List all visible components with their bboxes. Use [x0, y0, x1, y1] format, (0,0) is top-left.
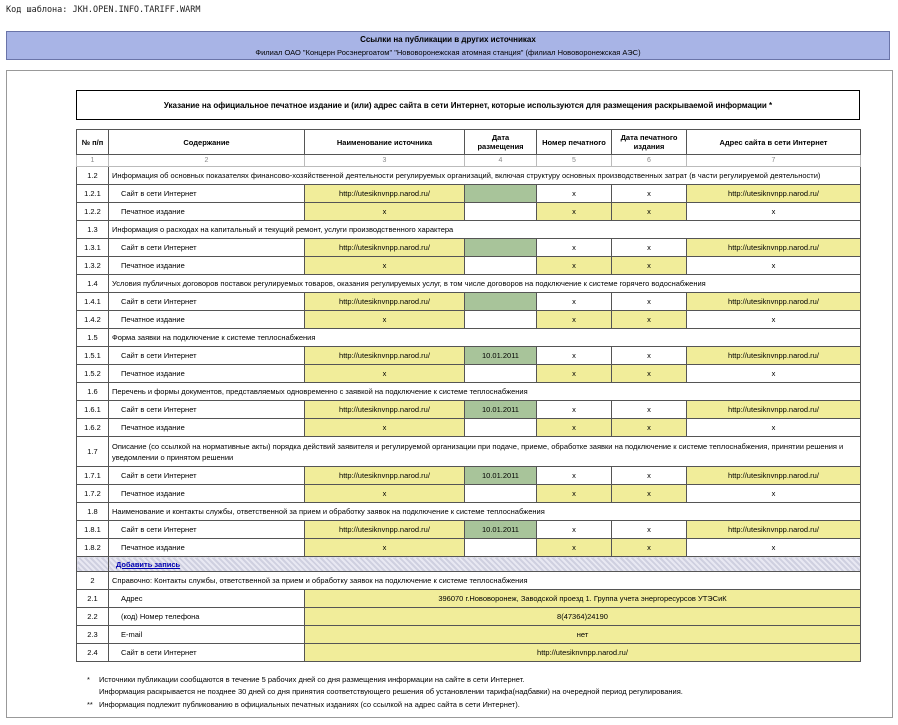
- row-number: 1.5.1: [77, 347, 109, 365]
- table-row: [77, 257, 861, 275]
- row-label: Сайт в сети Интернет: [109, 521, 305, 539]
- section-row: [77, 275, 861, 293]
- col-header-num: № п/п: [77, 130, 109, 155]
- print-date-cell: x: [612, 239, 687, 257]
- add-record-link[interactable]: Добавить запись: [116, 559, 181, 569]
- table-row: [77, 347, 861, 365]
- section-row: [77, 383, 861, 401]
- footnote-2-line: Информация подлежит публикованию в официальных печатных изданиях (со ссылкой на адрес сайта в сети Интернет).: [99, 700, 520, 709]
- print-date-cell[interactable]: x: [612, 365, 687, 383]
- site-cell: x: [687, 365, 861, 383]
- table-row: [77, 521, 861, 539]
- row-label: Печатное издание: [109, 311, 305, 329]
- col-header-print-number: Номер печатного: [537, 130, 612, 155]
- print-date-cell: x: [612, 185, 687, 203]
- col-number: 5: [537, 155, 612, 167]
- col-number: 7: [687, 155, 861, 167]
- col-header-print-date: Дата печатного издания: [612, 130, 687, 155]
- date-cell[interactable]: 10.01.2011: [465, 521, 537, 539]
- print-number-cell: x: [537, 293, 612, 311]
- table-row: [77, 185, 861, 203]
- source-cell[interactable]: x: [305, 257, 465, 275]
- footnote-2-mark: **: [87, 700, 93, 709]
- section-title: Описание (со ссылкой на нормативные акты) порядка действий заявителя и регулируемой организации при подаче, приеме, обработке заявки на подключение к системе теплоснабжения, принятии решения и уведомлении о принятом решении: [109, 437, 861, 467]
- print-date-cell: x: [612, 521, 687, 539]
- site-cell[interactable]: http://utesiknvnpp.narod.ru/: [687, 185, 861, 203]
- date-cell[interactable]: [465, 185, 537, 203]
- site-cell[interactable]: http://utesiknvnpp.narod.ru/: [687, 293, 861, 311]
- footnote-1-mark: *: [87, 675, 90, 684]
- date-cell: [465, 257, 537, 275]
- print-number-cell[interactable]: x: [537, 311, 612, 329]
- print-date-cell: x: [612, 467, 687, 485]
- print-number-cell[interactable]: x: [537, 419, 612, 437]
- row-number: 2.2: [77, 608, 109, 626]
- row-label: Печатное издание: [109, 257, 305, 275]
- section-number: 2: [77, 572, 109, 590]
- source-cell[interactable]: http://utesiknvnpp.narod.ru/: [305, 239, 465, 257]
- print-number-cell[interactable]: x: [537, 485, 612, 503]
- row-label: Печатное издание: [109, 419, 305, 437]
- source-cell[interactable]: x: [305, 311, 465, 329]
- address-field[interactable]: 396070 г.Нововоронеж, Заводской проезд 1. Группа учета энергоресурсов УТЭСиК: [305, 590, 861, 608]
- site-cell: x: [687, 257, 861, 275]
- table-row: [77, 467, 861, 485]
- section-number: 1.5: [77, 329, 109, 347]
- site-cell[interactable]: http://utesiknvnpp.narod.ru/: [687, 467, 861, 485]
- reference-row: [77, 644, 861, 662]
- print-number-cell: x: [537, 467, 612, 485]
- date-cell: [465, 485, 537, 503]
- row-number: 1.6.1: [77, 401, 109, 419]
- section-row: [77, 221, 861, 239]
- add-record-spacer: [77, 557, 109, 572]
- row-number: 1.2.1: [77, 185, 109, 203]
- section-title: Перечень и формы документов, представляемых одновременно с заявкой на подключение к системе теплоснабжения: [109, 383, 861, 401]
- row-number: 1.8.1: [77, 521, 109, 539]
- row-label: Печатное издание: [109, 485, 305, 503]
- site-cell: x: [687, 485, 861, 503]
- site-cell[interactable]: http://utesiknvnpp.narod.ru/: [687, 347, 861, 365]
- print-date-cell[interactable]: x: [612, 311, 687, 329]
- source-cell[interactable]: http://utesiknvnpp.narod.ru/: [305, 401, 465, 419]
- row-label: Сайт в сети Интернет: [109, 644, 305, 662]
- print-date-cell[interactable]: x: [612, 419, 687, 437]
- table-row: [77, 311, 861, 329]
- table-row: [77, 293, 861, 311]
- print-number-cell[interactable]: x: [537, 539, 612, 557]
- row-number: 1.6.2: [77, 419, 109, 437]
- row-number: 2.4: [77, 644, 109, 662]
- source-cell[interactable]: http://utesiknvnpp.narod.ru/: [305, 293, 465, 311]
- row-number: 1.4.2: [77, 311, 109, 329]
- row-label: Печатное издание: [109, 365, 305, 383]
- table-row: [77, 401, 861, 419]
- section-title: Форма заявки на подключение к системе теплоснабжения: [109, 329, 861, 347]
- table-row: [77, 485, 861, 503]
- site-cell: x: [687, 311, 861, 329]
- row-number: 1.3.1: [77, 239, 109, 257]
- row-number: 1.8.2: [77, 539, 109, 557]
- source-cell[interactable]: http://utesiknvnpp.narod.ru/: [305, 521, 465, 539]
- date-cell: [465, 539, 537, 557]
- section-number: 1.7: [77, 437, 109, 467]
- source-cell[interactable]: x: [305, 539, 465, 557]
- row-number: 1.7.2: [77, 485, 109, 503]
- date-cell: [465, 203, 537, 221]
- form-panel: [6, 70, 893, 718]
- site-cell[interactable]: http://utesiknvnpp.narod.ru/: [687, 401, 861, 419]
- print-date-cell[interactable]: x: [612, 257, 687, 275]
- section-row: [77, 329, 861, 347]
- banner-title: Ссылки на публикации в других источниках: [360, 35, 536, 44]
- section-row: [77, 167, 861, 185]
- row-number: 1.7.1: [77, 467, 109, 485]
- source-cell[interactable]: x: [305, 485, 465, 503]
- add-record-row: [77, 557, 861, 572]
- source-cell[interactable]: http://utesiknvnpp.narod.ru/: [305, 185, 465, 203]
- col-header-date: Дата размещения: [465, 130, 537, 155]
- column-number-row: [77, 155, 861, 167]
- reference-section-row: [77, 572, 861, 590]
- row-number: 2.1: [77, 590, 109, 608]
- section-number: 1.8: [77, 503, 109, 521]
- print-date-cell: x: [612, 293, 687, 311]
- footnote-1-line-1: Источники публикации сообщаются в течение 5 рабочих дней со дня размещения информации на сайте в сети Интернет.: [99, 675, 525, 684]
- email-field[interactable]: нет: [305, 626, 861, 644]
- print-date-cell[interactable]: x: [612, 539, 687, 557]
- publications-table: [76, 129, 861, 662]
- section-number: 1.6: [77, 383, 109, 401]
- print-number-cell: x: [537, 521, 612, 539]
- section-row: [77, 437, 861, 467]
- table-row: [77, 239, 861, 257]
- col-header-content: Содержание: [109, 130, 305, 155]
- col-number: 6: [612, 155, 687, 167]
- print-date-cell: x: [612, 401, 687, 419]
- print-number-cell[interactable]: x: [537, 257, 612, 275]
- reference-row: [77, 590, 861, 608]
- table-row: [77, 539, 861, 557]
- banner-subtitle: Филиал ОАО "Концерн Росэнергоатом" "Нововоронежская атомная станция" (филиал Нововоронежская АЭС): [255, 48, 641, 57]
- date-cell[interactable]: [465, 239, 537, 257]
- row-label: Сайт в сети Интернет: [109, 293, 305, 311]
- col-header-source: Наименование источника: [305, 130, 465, 155]
- date-cell: [465, 311, 537, 329]
- row-label: Печатное издание: [109, 539, 305, 557]
- row-label: Сайт в сети Интернет: [109, 239, 305, 257]
- col-number: 4: [465, 155, 537, 167]
- source-cell[interactable]: x: [305, 365, 465, 383]
- print-number-cell[interactable]: x: [537, 365, 612, 383]
- print-number-cell: x: [537, 401, 612, 419]
- section-title: Справочно: Контакты службы, ответственной за прием и обработку заявок на подключение к системе теплоснабжения: [109, 572, 861, 590]
- date-cell: [465, 365, 537, 383]
- col-number: 2: [109, 155, 305, 167]
- header-row: [77, 130, 861, 155]
- row-number: 1.4.1: [77, 293, 109, 311]
- row-label: Адрес: [109, 590, 305, 608]
- site-cell: x: [687, 539, 861, 557]
- section-title: Информация о расходах на капитальный и текущий ремонт, услуги производственного характера: [109, 221, 861, 239]
- row-label: Сайт в сети Интернет: [109, 347, 305, 365]
- row-label: Сайт в сети Интернет: [109, 185, 305, 203]
- section-number: 1.3: [77, 221, 109, 239]
- row-label: E-mail: [109, 626, 305, 644]
- print-date-cell[interactable]: x: [612, 203, 687, 221]
- print-number-cell[interactable]: x: [537, 203, 612, 221]
- row-label: Сайт в сети Интернет: [109, 467, 305, 485]
- site-cell[interactable]: http://utesiknvnpp.narod.ru/: [687, 239, 861, 257]
- source-cell[interactable]: x: [305, 203, 465, 221]
- print-number-cell: x: [537, 185, 612, 203]
- section-number: 1.4: [77, 275, 109, 293]
- notice-box: Указание на официальное печатное издание и (или) адрес сайта в сети Интернет, которые используются для размещения раскрываемой информации *: [76, 90, 860, 120]
- table-row: [77, 419, 861, 437]
- print-number-cell: x: [537, 347, 612, 365]
- site-cell: x: [687, 419, 861, 437]
- row-number: 1.5.2: [77, 365, 109, 383]
- section-title: Условия публичных договоров поставок регулируемых товаров, оказания регулируемых услуг, в том числе договоров на подключение к системе горячего водоснабжения: [109, 275, 861, 293]
- reference-row: [77, 626, 861, 644]
- title-banner: [6, 31, 890, 60]
- section-title: Наименование и контакты службы, ответственной за прием и обработку заявок на подключение к системе теплоснабжения: [109, 503, 861, 521]
- source-cell[interactable]: x: [305, 419, 465, 437]
- col-number: 3: [305, 155, 465, 167]
- date-cell[interactable]: 10.01.2011: [465, 467, 537, 485]
- date-cell: [465, 419, 537, 437]
- source-cell[interactable]: http://utesiknvnpp.narod.ru/: [305, 347, 465, 365]
- section-number: 1.2: [77, 167, 109, 185]
- print-number-cell: x: [537, 239, 612, 257]
- col-header-site: Адрес сайта в сети Интернет: [687, 130, 861, 155]
- date-cell[interactable]: 10.01.2011: [465, 347, 537, 365]
- row-label: Сайт в сети Интернет: [109, 401, 305, 419]
- site-cell: x: [687, 203, 861, 221]
- date-cell[interactable]: 10.01.2011: [465, 401, 537, 419]
- row-label: (код) Номер телефона: [109, 608, 305, 626]
- source-cell[interactable]: http://utesiknvnpp.narod.ru/: [305, 467, 465, 485]
- add-record-cell: [109, 557, 861, 572]
- footnote-1-line-2: Информация раскрывается не позднее 30 дней со дня принятия соответствующего решения об установлении тарифа(надбавки) на очередной период регулирования.: [99, 687, 683, 696]
- phone-field[interactable]: 8(47364)24190: [305, 608, 861, 626]
- row-number: 1.3.2: [77, 257, 109, 275]
- print-date-cell: x: [612, 347, 687, 365]
- section-row: [77, 503, 861, 521]
- row-number: 1.2.2: [77, 203, 109, 221]
- row-number: 2.3: [77, 626, 109, 644]
- site-cell[interactable]: http://utesiknvnpp.narod.ru/: [687, 521, 861, 539]
- table-row: [77, 203, 861, 221]
- table-row: [77, 365, 861, 383]
- row-label: Печатное издание: [109, 203, 305, 221]
- reference-row: [77, 608, 861, 626]
- col-number: 1: [77, 155, 109, 167]
- section-title: Информация об основных показателях финансово-хозяйственной деятельности регулируемых организаций, включая структуру основных производственных затрат (в части регулируемой деятельности): [109, 167, 861, 185]
- template-code: Код шаблона: JKH.OPEN.INFO.TARIFF.WARM: [6, 5, 201, 15]
- print-date-cell[interactable]: x: [612, 485, 687, 503]
- website-field[interactable]: http://utesiknvnpp.narod.ru/: [305, 644, 861, 662]
- date-cell[interactable]: [465, 293, 537, 311]
